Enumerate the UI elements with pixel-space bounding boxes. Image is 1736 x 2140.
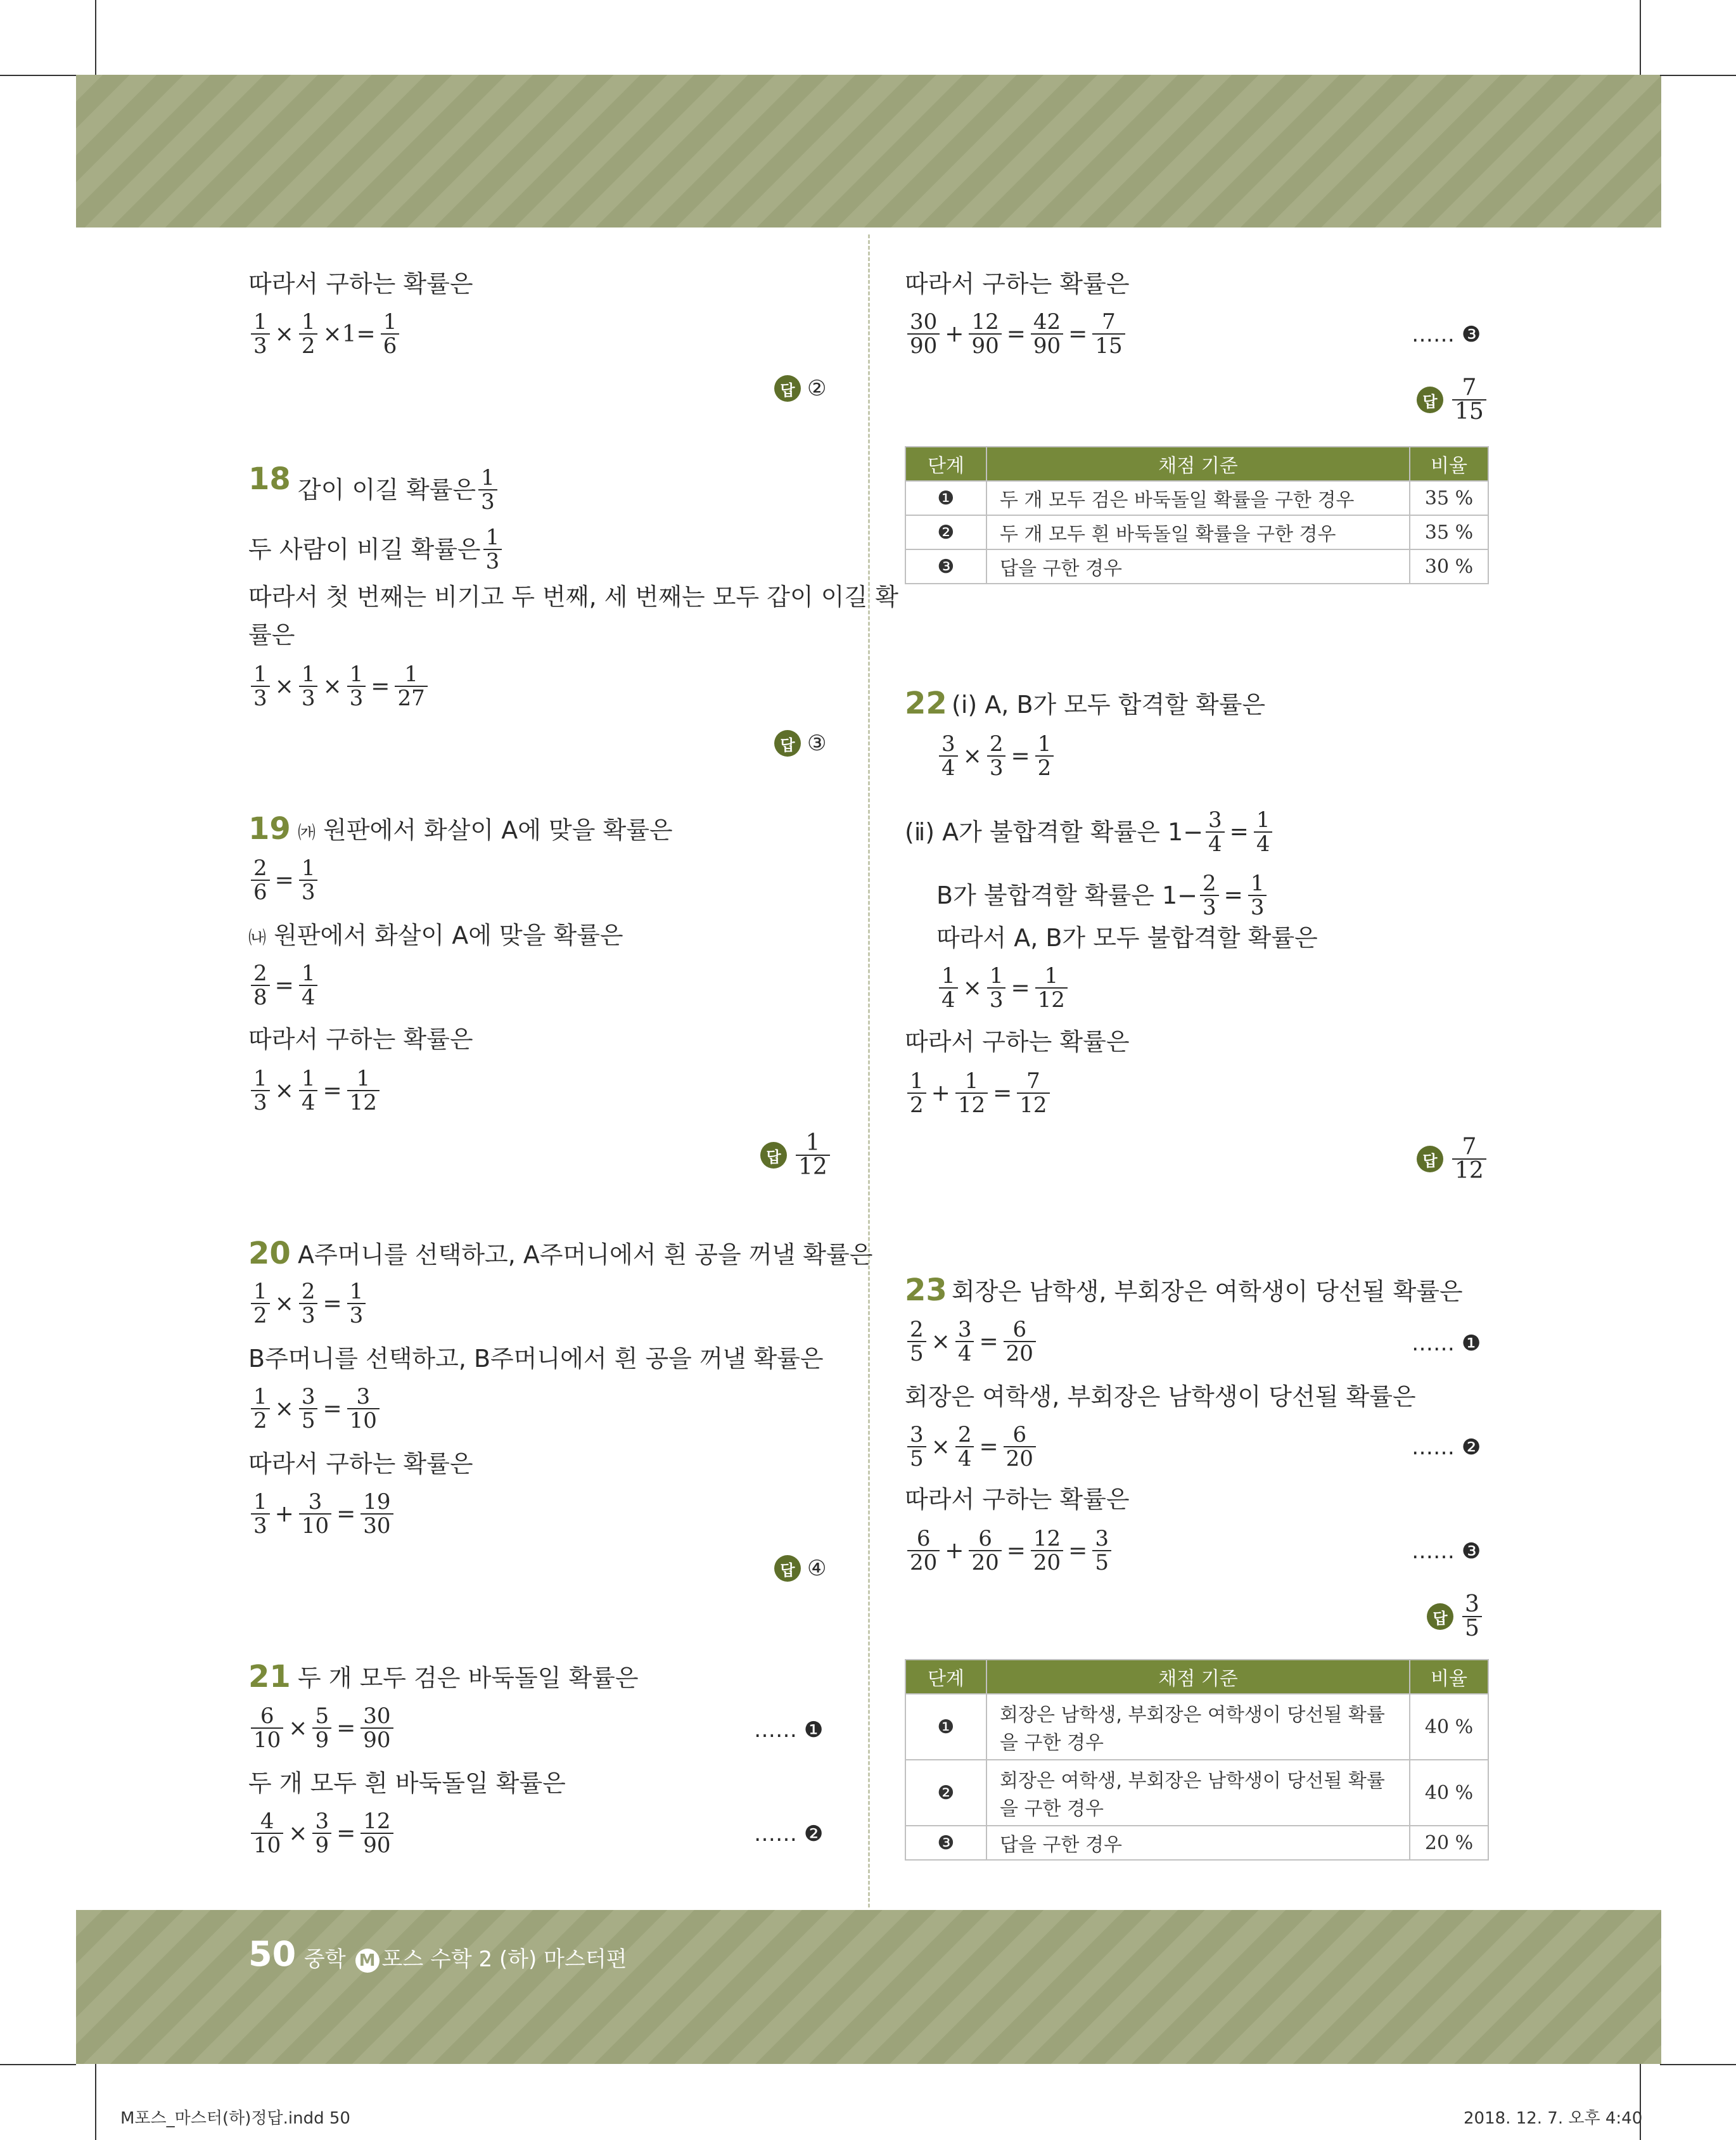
text-line: 따라서 구하는 확률은 [905,270,1130,298]
equation: $\frac{2}{8}$ = $\frac{1}{4}$ [248,962,320,1009]
answer: 답 ③ [774,730,826,757]
slug-timestamp: 2018. 12. 7. 오후 4:40 [1464,2109,1643,2128]
answer: 답 $\frac{1}{12}$ [760,1132,833,1179]
answer-badge: 답 [774,1555,801,1582]
answer-badge: 답 [1417,387,1443,413]
text-line: 두 개 모두 검은 바둑돌일 확률은 [298,1664,639,1692]
answer: 답 $\frac{7}{12}$ [1417,1136,1489,1182]
step-mark: …… ❶ [754,1717,824,1743]
table-row: ❷ 두 개 모두 흰 바둑돌일 확률을 구한 경우 35 % [905,515,1488,549]
step-mark: …… ❸ [1412,1539,1481,1564]
text-line: 따라서 A, B가 모두 불합격할 확률은 [936,924,1318,952]
text-line: 따라서 구하는 확률은 [248,270,473,298]
equation: $\frac{30}{90}$ + $\frac{12}{90}$ = $\frac{42}{90}$ = $\frac{7}{15}$ [905,311,1128,357]
text-line: 따라서 구하는 확률은 [248,1025,473,1053]
equation: $\frac{1}{2}$ + $\frac{1}{12}$ = $\frac{7}{12}$ [905,1070,1052,1117]
equation: $\frac{3}{4}$ × $\frac{2}{3}$ = $\frac{1}{2}$ [936,733,1056,779]
problem-number: 20 [248,1236,291,1271]
answer: 답 ④ [774,1555,826,1582]
table-header: 채점 기준 [986,1660,1410,1694]
answer-badge: 답 [774,730,801,757]
equation: $\frac{1}{3}$ × $\frac{1}{3}$ × $\frac{1}{3}$ = $\frac{1}{27}$ [248,663,430,710]
problem-number: 23 [905,1272,947,1308]
answer-badge: 답 [774,375,801,402]
step-mark: …… ❷ [1412,1435,1481,1460]
text-line: 회장은 여학생, 부회장은 남학생이 당선될 확률은 [905,1383,1416,1411]
text-line: 률은 [248,621,295,649]
equation: $\frac{1}{4}$ × $\frac{1}{3}$ = $\frac{1}{12}$ [936,964,1070,1011]
answer-badge: 답 [1417,1146,1443,1172]
text-line: 갑이 이길 확률은 $\frac{1}{3}$ [298,466,500,513]
step-mark: …… ❶ [1412,1331,1481,1356]
crop-mark [1660,2064,1736,2065]
crop-mark [1640,2064,1641,2140]
text-line: A주머니를 선택하고, A주머니에서 흰 공을 꺼낼 확률은 [298,1241,873,1269]
book-title: 중학 M 포스 수학 2 (하) 마스터편 [304,1947,627,1972]
equation: $\frac{2}{5}$ × $\frac{3}{4}$ = $\frac{6}{20}$ [905,1318,1038,1365]
answer-badge: 답 [1427,1603,1453,1630]
crop-mark [95,0,96,75]
text-line: 두 개 모두 흰 바둑돌일 확률은 [248,1769,566,1797]
table-header: 채점 기준 [986,447,1410,481]
table-header: 단계 [905,447,986,481]
text-line: 두 사람이 비길 확률은 $\frac{1}{3}$ [248,526,504,573]
grading-table [905,446,1489,584]
text-line: 따라서 첫 번째는 비기고 두 번째, 세 번째는 모두 갑이 이길 확 [248,583,898,611]
problem-number: 22 [905,686,947,721]
text-line: 회장은 남학생, 부회장은 여학생이 당선될 확률은 [952,1278,1463,1305]
text-line: 따라서 구하는 확률은 [905,1485,1130,1513]
text-line: B주머니를 선택하고, B주머니에서 흰 공을 꺼낼 확률은 [248,1345,824,1373]
text-line: B가 불합격할 확률은 1− $\frac{2}{3}$ = $\frac{1}{3}$ [936,872,1269,919]
equation: $\frac{1}{3}$ × $\frac{1}{2}$ ×1= $\frac{1}{6}$ [248,311,402,357]
equation: $\frac{4}{10}$ × $\frac{3}{9}$ = $\frac{12}{90}$ [248,1810,396,1857]
equation: $\frac{6}{10}$ × $\frac{5}{9}$ = $\frac{30}{90}$ [248,1705,396,1752]
problem-number: 19 [248,811,291,847]
table-header: 비율 [1410,447,1488,481]
table-row: ❸ 답을 구한 경우 20 % [905,1826,1488,1860]
page-number: 50 [248,1934,297,1974]
equation: $\frac{1}{3}$ × $\frac{1}{4}$ = $\frac{1}{12}$ [248,1067,382,1114]
text-line: 따라서 구하는 확률은 [248,1450,473,1478]
table-header: 비율 [1410,1660,1488,1694]
equation: $\frac{2}{6}$ = $\frac{1}{3}$ [248,857,320,904]
answer: 답 $\frac{3}{5}$ [1427,1593,1484,1640]
equation: $\frac{1}{3}$ + $\frac{3}{10}$ = $\frac{19}{30}$ [248,1490,396,1537]
problem-number: 21 [248,1659,291,1695]
text-line: ㈏ 원판에서 화살이 A에 맞을 확률은 [248,921,623,949]
slug-filename: M포스_마스터(하)정답.indd 50 [120,2109,350,2128]
problem-number: 18 [248,461,291,497]
footer-band [76,1910,1661,2064]
crop-mark [0,75,76,76]
grading-table [905,1659,1489,1861]
answer: 답 $\frac{7}{15}$ [1417,376,1489,423]
header-band [76,75,1661,227]
text-line: 따라서 구하는 확률은 [905,1028,1130,1056]
m-logo-icon: M [355,1949,380,1973]
text-line: (ⅰ) A, B가 모두 합격할 확률은 [952,691,1266,719]
crop-mark [1640,0,1641,75]
answer-badge: 답 [760,1142,787,1169]
column-divider [868,234,870,1907]
text-line: ㈎ 원판에서 화살이 A에 맞을 확률은 [298,816,673,844]
table-row: ❶ 두 개 모두 검은 바둑돌일 확률을 구한 경우 35 % [905,481,1488,515]
table-header: 단계 [905,1660,986,1694]
equation: $\frac{3}{5}$ × $\frac{2}{4}$ = $\frac{6}{20}$ [905,1423,1038,1470]
equation: $\frac{1}{2}$ × $\frac{2}{3}$ = $\frac{1}{3}$ [248,1280,368,1327]
table-row: ❸ 답을 구한 경우 30 % [905,549,1488,584]
equation: $\frac{1}{2}$ × $\frac{3}{5}$ = $\frac{3}{10}$ [248,1385,382,1432]
equation: $\frac{6}{20}$ + $\frac{6}{20}$ = $\frac{12}{20}$ = $\frac{3}{5}$ [905,1527,1114,1574]
text-line: (ⅱ) A가 불합격할 확률은 1− $\frac{3}{4}$ = $\frac{1}{4}$ [905,809,1275,855]
crop-mark [95,2064,96,2140]
step-mark: …… ❷ [754,1821,824,1847]
step-mark: …… ❸ [1412,322,1481,347]
crop-mark [0,2064,76,2065]
answer: 답 ② [774,375,826,402]
table-row: ❶ 회장은 남학생, 부회장은 여학생이 당선될 확률을 구한 경우 40 % [905,1694,1488,1760]
crop-mark [1660,75,1736,76]
table-row: ❷ 회장은 여학생, 부회장은 남학생이 당선될 확률을 구한 경우 40 % [905,1760,1488,1826]
